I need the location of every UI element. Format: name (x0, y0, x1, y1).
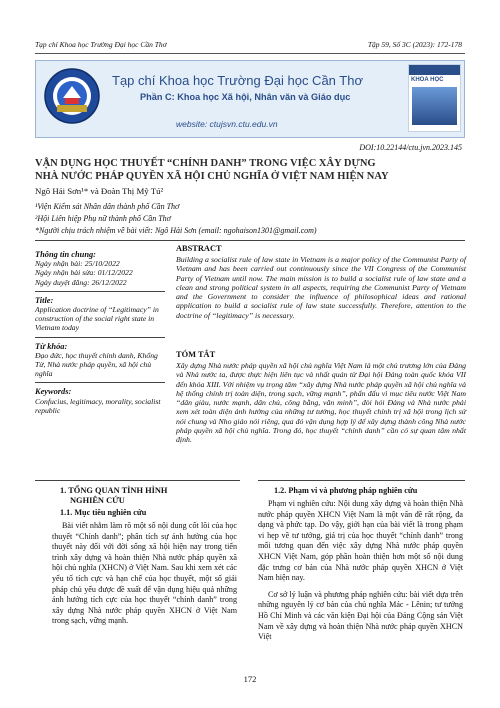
subsection-1-2-heading: 1.2. Phạm vi và phương pháp nghiên cứu (274, 486, 418, 495)
sidebar-divider (35, 337, 165, 338)
affiliation-1: ¹Viện Kiểm sát Nhân dân thành phố Cần Thơ (35, 202, 180, 211)
banner-title: Tạp chí Khoa học Trường Đại học Cần Thơ (112, 73, 363, 88)
sidebar-divider (35, 382, 165, 383)
section-1-heading-line-1: 1. TỔNG QUAN TÌNH HÌNH (60, 486, 168, 495)
running-header-volume: Tập 59, Số 3C (2023): 172-178 (367, 40, 462, 49)
title-line-1: VẬN DỤNG HỌC THUYẾT “CHÍNH DANH” TRONG VIỆC XÂY DỰNG (35, 158, 376, 169)
keywords-vn-heading: Từ khóa: (35, 341, 68, 351)
info-heading: Thông tin chung: (35, 250, 96, 259)
authors: Ngô Hải Sơn¹* và Đoàn Thị Mỹ Tú² (35, 186, 164, 196)
article-title (35, 157, 465, 183)
doi-text: DOI:10.22144/ctu.jvn.2023.145 (359, 143, 462, 152)
body-paragraph: Bài viết nhằm làm rõ một số nội dung cốt lõi của học thuyết “Chính danh”; phân tích sự ảnh hưởng của học thuyết này đối với đời sống xã hội hiện nay trong tiến trình xây dựng và hoàn thiện Nhà nước pháp quyền xã hội chủ nghĩa (XHCN) ở Việt Nam. Sau khi xem xét các yếu tố tích cực và hạn chế của học thuyết, một số giải pháp chủ yếu được đề xuất để vận dụng hiệu quả những ảnh hưởng tích cực của học thuyết “chính danh” trong xây dựng Nhà nước pháp quyền XHCN ở Việt Nam trong sạch, vững mạnh. (52, 521, 237, 626)
column-rule-right (258, 480, 465, 481)
university-seal-icon (43, 64, 101, 128)
abstract-text: Building a socialist rule of law state in Vietnam is a major policy of the Communist Party of Vietnam and has been carried out continuously since the VII Congress of the Communist Party of Vietnam until now. The main mission is to build a socialist rule of law state and a clean and strong political system in all aspects, requiring the Communist Party of Vietnam and the Government to consider the influence of philosophical ideas and rational application to build a socialist rule of law state successfully. Therefore, attention to the doctrine of “legitimacy” is necessary. (176, 255, 466, 320)
affiliation-2: ²Hội Liên hiệp Phụ nữ thành phố Cần Thơ (35, 214, 171, 223)
keywords-en: Confucius, legitimacy, morality, socialist republic (35, 396, 161, 415)
subsection-1-1-heading: 1.1. Mục tiêu nghiên cứu (60, 508, 147, 517)
en-title-text: Application doctrine of “Legitimacy” in construction of the social right state in Vietnam today (35, 305, 159, 333)
sidebar-divider (35, 291, 165, 292)
keywords-en-heading: Keywords: (35, 387, 72, 397)
abstract-heading: ABSTRACT (176, 244, 222, 253)
title-line-2: NHÀ NƯỚC PHÁP QUYỀN XÃ HỘI CHỦ NGHĨA Ở VIỆT NAM HIỆN NAY (35, 171, 389, 182)
column-rule-left (35, 480, 240, 481)
journal-cover-icon (408, 64, 461, 132)
keywords-vn: Đạo đức, học thuyết chính danh, Khổng Tử, Nhà nước pháp quyền, xã hội chủ nghĩa (35, 350, 158, 379)
info-rule (35, 240, 465, 241)
accepted-date: Ngày duyệt đăng: 26/12/2022 (35, 277, 127, 287)
en-title-heading: Title: (35, 295, 54, 305)
summary-heading: TÓM TẮT (176, 350, 216, 359)
section-1-heading (60, 486, 220, 506)
received-date: Ngày nhận bài: 25/10/2022 (35, 259, 120, 269)
banner-website: website: ctujsvn.ctu.edu.vn (176, 119, 278, 129)
revised-date: Ngày nhận bài sửa: 01/12/2022 (35, 268, 133, 278)
article-info-sidebar (35, 250, 165, 415)
journal-cover-text: KHOA HỌC (411, 77, 444, 83)
summary-text: Xây dựng Nhà nước pháp quyền xã hội chủ nghĩa Việt Nam là một chủ trương lớn của Đảng và Nhà nước ta, được thực hiện liên tục và nhất quán từ Đại hội Đảng toàn quốc khóa VII đến khóa XIII. Với nhiệm vụ trọng tâm “xây dựng Nhà nước pháp quyền xã hội chủ nghĩa và hệ thống chính trị toàn diện, trong sạch, vững mạnh”, phấn đấu vì mục tiêu nước Việt Nam “dân giàu, nước mạnh, dân chủ, công bằng, văn minh”, đòi hỏi Đảng và Nhà nước phải xem xét toàn diện ảnh hưởng của những tư tưởng, học thuyết chính trị xã hội trong lịch sử nói chung và Nho giáo nói riêng, qua đó vận dụng hợp lý để xây dựng thành công Nhà nước pháp quyền xã hội chủ nghĩa. Trong đó, học thuyết “chính danh” cần có sự quan tâm nhất định. (176, 361, 466, 445)
banner-subtitle: Phần C: Khoa học Xã hội, Nhân văn và Giáo dục (140, 92, 351, 102)
body-paragraph: Cơ sở lý luận và phương pháp nghiên cứu: bài viết dựa trên những nguyên lý cơ bản của chủ nghĩa Mác - Lênin; tư tưởng Hồ Chí Minh và các văn kiện Đại hội của Đảng Cộng sản Việt Nam về xây dựng và hoàn thiện Nhà nước pháp quyền XHCN Việt (258, 589, 463, 642)
page-number: 172 (243, 674, 257, 684)
running-header-journal: Tạp chí Khoa học Trường Đại học Cần Thơ (35, 40, 167, 49)
header-rule (35, 53, 465, 54)
section-1-heading-line-2: NGHIÊN CỨU (70, 496, 125, 505)
corresponding-author: *Người chịu trách nhiệm về bài viết: Ngô Hải Sơn (email: ngohaison1301@gmail.com) (35, 226, 317, 235)
right-column-body (258, 499, 463, 643)
body-paragraph: Phạm vi nghiên cứu: Nội dung xây dựng và hoàn thiện Nhà nước pháp quyền XHCN Việt Nam là một vấn đề rất rộng, đa dạng và phức tạp. Do vậy, giới hạn của bài viết là trong phạm vi hẹp về tư tưởng, giá trị của học thuyết “chính danh” trong mối tương quan đến việc xây dựng Nhà nước pháp quyền XHCN Việt Nam, góp phần hoàn thiện hơn một số nội dung đặc trưng cơ bản của Nhà nước pháp quyền XHCN ở Việt Nam hiện nay. (258, 499, 463, 583)
